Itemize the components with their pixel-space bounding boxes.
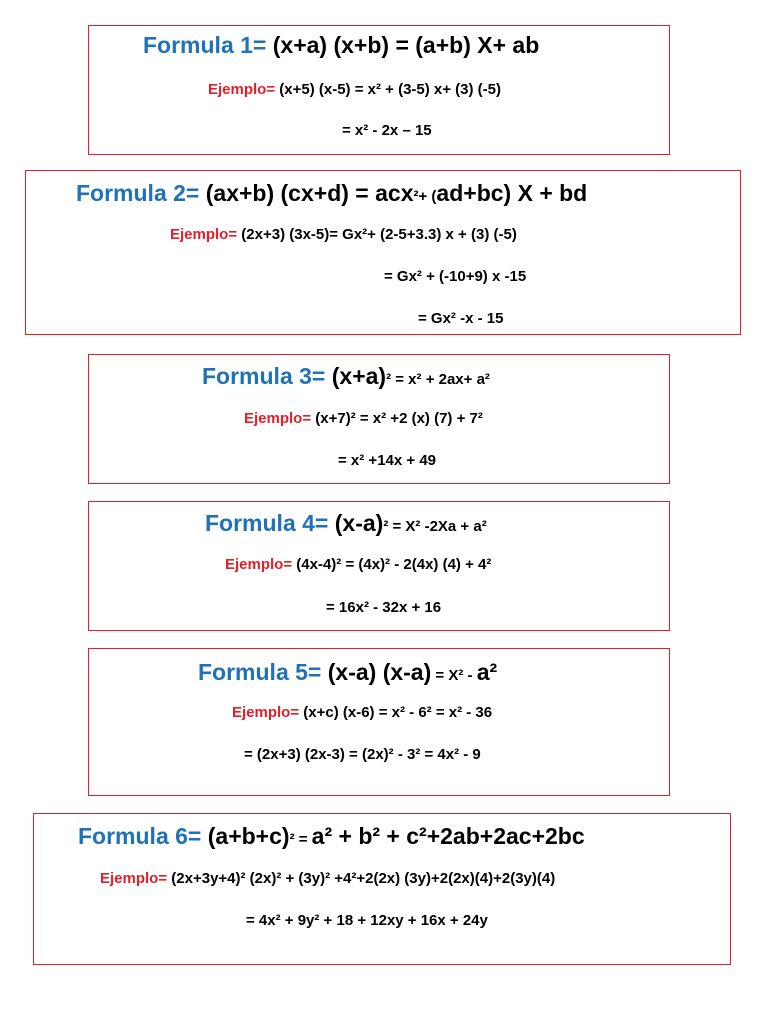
formula-6-example xyxy=(100,870,555,887)
example-1-label: Ejemplo= xyxy=(208,81,276,98)
example-4-label: Ejemplo= xyxy=(225,556,293,573)
formula-6-label: Formula 6= xyxy=(78,823,202,849)
formula-1-label: Formula 1= xyxy=(143,32,267,58)
formula-6-result-1: = 4x² + 9y² + 18 + 12xy + 16x + 24y xyxy=(246,912,488,929)
formula-5-expression-tail: a² xyxy=(476,659,498,685)
example-3-expression: (x+7)² = x² +2 (x) (7) + 7² xyxy=(315,410,483,427)
formula-2-result-1: = Gx² + (-10+9) x -15 xyxy=(384,268,527,285)
example-4-expression: (4x-4)² = (4x)² - 2(4x) (4) + 4² xyxy=(296,556,492,573)
example-1-expression: (x+5) (x-5) = x² + (3-5) x+ (3) (-5) xyxy=(279,81,502,98)
formula-3-expression-small: ² = x² + 2ax+ a² xyxy=(386,371,490,388)
example-2-expression: (2x+3) (3x-5)= Gx²+ (2-5+3.3) x + (3) (-5) xyxy=(241,226,517,243)
formula-1-example xyxy=(208,81,501,98)
formula-4-result-1: = 16x² - 32x + 16 xyxy=(326,599,442,616)
formula-1-title xyxy=(143,32,539,59)
formula-4-title xyxy=(205,510,487,537)
formula-5-title xyxy=(198,659,497,686)
formula-6-expression-tail: a² + b² + c²+2ab+2ac+2bc xyxy=(311,823,585,849)
formula-6-title xyxy=(78,823,585,850)
formula-2-title xyxy=(76,180,587,207)
formula-4-expression-small: ² = X² -2Xa + a² xyxy=(383,518,487,535)
formula-3-example xyxy=(244,410,483,427)
formula-4-label: Formula 4= xyxy=(205,510,329,536)
formula-4-expression: (x-a) xyxy=(334,510,384,536)
formula-3-title xyxy=(202,363,490,390)
formula-6-expression-small: ² = xyxy=(289,831,312,848)
formula-2-expression-small: ²+ ( xyxy=(413,188,437,205)
formula-5-expression: (x-a) (x-a) xyxy=(327,659,432,685)
formula-2-expression-tail: ad+bc) X + bd xyxy=(436,180,588,206)
formula-2-expression: (ax+b) (cx+d) = acx xyxy=(205,180,414,206)
formula-6-expression: (a+b+c) xyxy=(207,823,290,849)
formula-5-result-1: = (2x+3) (2x-3) = (2x)² - 3² = 4x² - 9 xyxy=(244,746,481,763)
formula-4-example xyxy=(225,556,491,573)
formula-2-example xyxy=(170,226,517,243)
formula-2-label: Formula 2= xyxy=(76,180,200,206)
example-3-label: Ejemplo= xyxy=(244,410,312,427)
example-6-label: Ejemplo= xyxy=(100,870,168,887)
example-2-label: Ejemplo= xyxy=(170,226,238,243)
formula-2-result-2: = Gx² -x - 15 xyxy=(418,310,504,327)
formula-3-result-1: = x² +14x + 49 xyxy=(338,452,436,469)
example-5-expression: (x+c) (x-6) = x² - 6² = x² - 36 xyxy=(303,704,493,721)
formula-5-example xyxy=(232,704,492,721)
formula-3-label: Formula 3= xyxy=(202,363,326,389)
formula-5-label: Formula 5= xyxy=(198,659,322,685)
formula-1-expression: (x+a) (x+b) = (a+b) X+ ab xyxy=(272,32,540,58)
example-5-label: Ejemplo= xyxy=(232,704,300,721)
formula-5-expression-small: = X² - xyxy=(431,667,477,684)
formula-1-result-1: = x² - 2x – 15 xyxy=(342,122,432,139)
formula-3-expression: (x+a) xyxy=(331,363,387,389)
example-6-expression: (2x+3y+4)² (2x)² + (3y)² +4²+2(2x) (3y)+2(2x)(4)+2(3y)(4) xyxy=(171,870,556,887)
